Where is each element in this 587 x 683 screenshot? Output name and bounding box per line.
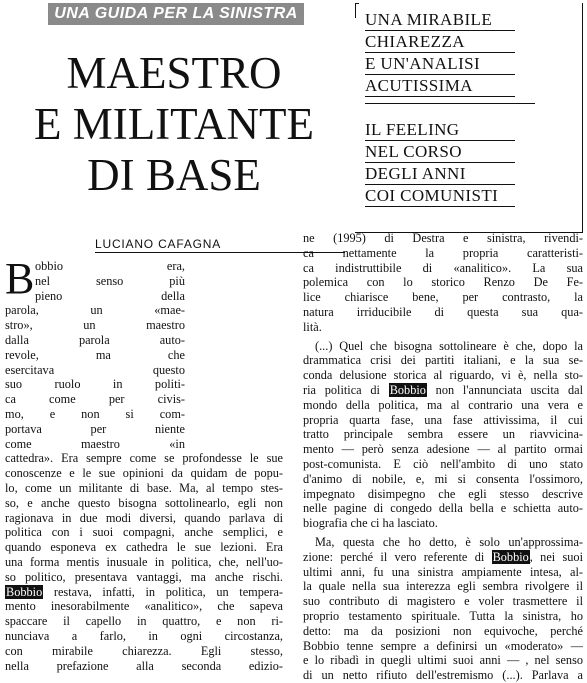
text-line: lice chiarisce bene, per contrasto, la <box>303 290 583 305</box>
text-line: lità. <box>303 319 322 334</box>
text-line: d'animo di nobile, e, mi si consenta l'ossimoro, <box>303 471 583 486</box>
subhead-line: CHIAREZZA <box>365 31 515 53</box>
section-kicker: UNA GUIDA PER LA SINISTRA <box>48 3 304 25</box>
text-line: natura irriducibile di questa sua qua- <box>303 304 583 319</box>
text-line: la quale nella sua interezza egli sembra rivolgere il <box>303 579 583 594</box>
article-column-right <box>303 231 583 683</box>
text-line: mo, e non si com- <box>5 406 185 421</box>
paragraph <box>303 231 583 335</box>
text-line: detto: ma da posizioni non equivoche, perché <box>303 623 583 638</box>
text-line: parola, un «mae- <box>5 303 185 318</box>
text-line: di un netto rifiuto dell'estremismo (...). Parlava a <box>303 668 583 683</box>
text-line: ria politica di Bobbio non l'annunciata uscita dal <box>303 382 583 397</box>
text-line: biografia che ci ha lasciato. <box>303 516 438 531</box>
highlighted-name: Bobbio <box>6 584 43 599</box>
byline: LUCIANO CAFAGNA <box>95 238 345 253</box>
text-line: cattedra». Era sempre come se profondesse le sue <box>5 451 283 466</box>
text-line: nella prefazione alla seconda edizio- <box>5 658 283 673</box>
subhead-line: NEL CORSO <box>365 141 515 163</box>
highlighted-name: Bobbio <box>492 549 529 564</box>
headline-line: DI BASE <box>87 150 261 200</box>
text-line: propria quarta fase, una fase attivissima, il cui <box>303 412 583 427</box>
text-line: spaccare il capello in quattro, e non ri- <box>5 614 283 629</box>
text-line: lo, come un militante di base. Ma, al tempo stes- <box>5 480 283 495</box>
text-line: politica con i suoi compagni, anche semplici, e <box>5 525 283 540</box>
drop-cap: B <box>5 254 35 303</box>
text-line: come maestro «in <box>5 436 185 451</box>
subhead-line: E UN'ANALISI <box>365 53 515 75</box>
text-line: e lo ribadì in quegli ultimi suoi anni — , nel senso <box>303 653 583 668</box>
headline <box>4 48 344 201</box>
text-line: suo contributo di magistero e voler trasmettere il <box>303 594 583 609</box>
text-line: zione: perché il vero referente di Bobbio, nei suoi <box>303 549 583 564</box>
subhead-first <box>365 9 515 97</box>
subhead-line: DEGLI ANNI <box>365 163 515 185</box>
text-line: ca indistruttibile di «analitico». La sua <box>303 260 583 275</box>
text-line: so politico, presentava vantaggi, ma anche rischi. <box>5 569 283 584</box>
text-line: dalla parola auto- <box>5 332 185 347</box>
text-line: ca nettamente la propria caratteristi- <box>303 245 583 260</box>
text-line: mondo della politica, ma al contrario una vera e <box>303 397 583 412</box>
text-line: obbio era, <box>35 259 185 273</box>
text-line: Bobbio restava, infatti, in politica, un tempera- <box>6 584 283 599</box>
text-line: so, e anche questo bisogna sottolinearlo, egli non <box>5 495 283 510</box>
text-line: revole, ma che <box>5 347 185 362</box>
text-line: post-comunista. E ciò nell'ambito di uno stato <box>303 456 583 471</box>
text-line: proprio testamento spirituale. Tutta la sinistra, ho <box>303 608 583 623</box>
subhead-divider <box>365 103 535 104</box>
text-line: polemica con lo storico Renzo De Fe- <box>303 275 583 290</box>
wide-block <box>5 451 283 673</box>
subhead-line: IL FEELING <box>365 119 515 141</box>
text-line: ne (1995) di Destra e sinistra, rivendi- <box>303 231 583 245</box>
text-line: ultimi anni, fu una sinistra ampiamente intesa, al- <box>303 564 583 579</box>
subhead-second <box>365 119 515 207</box>
text-line: suo ruolo in politi- <box>5 377 185 392</box>
text-line: mento — però senza adesione — al partito ormai <box>303 442 583 457</box>
text-line: Ma, questa che ho detto, è solo un'approssima- <box>315 534 583 549</box>
text-line: ragionava in due modi diversi, quando parlava di <box>5 510 283 525</box>
text-line: portava per niente <box>5 421 185 436</box>
text-line: una forma mentis inusuale in politica, che, nell'uo- <box>5 554 283 569</box>
text-line: tratto principale sembra essere un riavvicina- <box>303 427 583 442</box>
text-line: nel senso più <box>35 273 185 288</box>
headline-line: MAESTRO <box>66 48 282 98</box>
paragraph <box>303 339 583 531</box>
text-line: pieno della <box>35 288 185 303</box>
text-line: mento inesorabilmente «analitico», che sapeva <box>5 599 283 614</box>
text-line: conoscenze e le sue opinioni da quidam de popu- <box>5 466 283 481</box>
subhead-line: COI COMUNISTI <box>365 185 515 207</box>
subheads-box <box>355 3 583 233</box>
text-line: con mirabile chiarezza. Egli stesso, <box>5 643 283 658</box>
text-line: Bobbio tenne sempre a definirsi un «moderato» — <box>303 638 583 653</box>
article-column-left <box>5 254 283 673</box>
text-line: quando esponeva ex cathedra le sue lezioni. Era <box>5 540 283 555</box>
text-line: esercitava questo <box>5 362 185 377</box>
text-line: nunciava a farlo, in ogni circostanza, <box>5 628 283 643</box>
text-line: conda delusione storica al riguardo, vi è, nella sto- <box>303 368 583 383</box>
text-line: nelle pagine di congedo della bella e schietta auto- <box>303 501 583 516</box>
text-line: (...) Quel che bisogna sottolineare è che, dopo la <box>315 338 583 353</box>
text-line: drammatica crisi dei partiti italiani, e la sua se- <box>303 353 583 368</box>
text-line: stro», un maestro <box>5 318 185 333</box>
headline-line: E MILITANTE <box>33 99 315 149</box>
subhead-line: ACUTISSIMA <box>365 75 515 97</box>
paragraph <box>303 535 583 683</box>
subhead-line: UNA MIRABILE <box>365 9 515 31</box>
text-line: impegnato disimpegno che egli stesso descrive <box>303 486 583 501</box>
highlighted-name: Bobbio <box>389 382 426 397</box>
text-line: ca come per civis- <box>5 392 185 407</box>
